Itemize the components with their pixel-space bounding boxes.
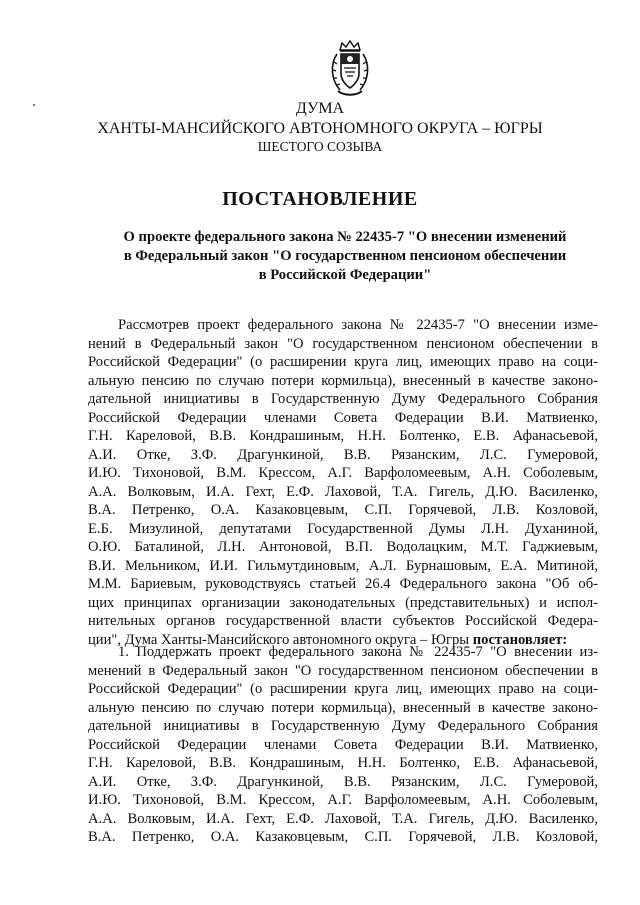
text-line: Российской Федерации членами Совета Федерации В.И. Матвиенко,	[88, 736, 598, 753]
text-line: альную пенсию по случаю потери кормильца), внесенный в качестве законо-	[88, 372, 598, 389]
text-line: альную пенсию по случаю потери кормильца), внесенный в качестве законо-	[88, 699, 598, 716]
text-line: Российской Федерации членами Совета Федерации В.И. Матвиенко,	[88, 409, 598, 426]
paragraph-preamble	[88, 316, 598, 649]
coat-of-arms-icon	[328, 40, 372, 98]
text-line: В.А. Петренко, О.А. Казаковцевым, С.П. Горячевой, Л.В. Козловой,	[88, 829, 598, 845]
text-line: А.И. Отке, З.Ф. Драгункиной, В.В. Рязанским, Л.С. Гумеровой,	[88, 446, 598, 463]
paragraph-item-1	[88, 643, 598, 847]
text-line: И.Ю. Тихоновой, В.М. Крессом, А.Г. Варфоломеевым, А.Н. Соболевым,	[88, 465, 598, 481]
text-line: менений в Федеральный закон "О государственном пенсионом обеспечении в	[88, 662, 598, 679]
text-line: Российской Федерации" (о расширении круга лиц, имеющих право на соци-	[88, 681, 598, 697]
text-line: Г.Н. Кареловой, В.В. Кондрашиным, Н.Н. Болтенко, Е.В. Афанасьевой,	[88, 755, 598, 771]
text-line: М.М. Бариевым, руководствуясь статьей 26.4 Федерального закона "Об об-	[88, 576, 598, 592]
subject-line: в Федеральный закон "О государственном пенсионом обеспечении	[123, 248, 567, 264]
text-line: О.Ю. Баталиной, Л.Н. Антоновой, В.П. Водолацким, М.Т. Гаджиевым,	[88, 539, 598, 555]
convocation-heading: ШЕСТОГО СОЗЫВА	[257, 139, 383, 154]
text-line: В.И. Мельником, И.И. Гильмутдиновым, А.Л. Бурнашовым, Е.А. Митиной,	[88, 557, 598, 574]
text-line: А.А. Волковым, И.А. Гехт, Е.Ф. Лаховой, Т.А. Гигель, Д.Ю. Василенко,	[88, 810, 598, 827]
text-line: Е.Б. Мизулиной, депутатами Государственной Думы Л.Н. Духаниной,	[88, 520, 598, 537]
text-line: А.А. Волковым, И.А. Гехт, Е.Ф. Лаховой, Т.А. Гигель, Д.Ю. Василенко,	[88, 483, 598, 500]
text-line: ции", Дума Ханты-Мансийского автономного округа – Югры	[88, 631, 470, 648]
text-line: 1. Поддержать проект федерального закона № 22435-7 "О внесении из-	[118, 644, 598, 660]
text-line: В.А. Петренко, О.А. Казаковцевым, С.П. Горячевой, Л.В. Козловой,	[88, 502, 598, 518]
text-line: А.И. Отке, З.Ф. Драгункиной, В.В. Рязанским, Л.С. Гумеровой,	[88, 773, 598, 790]
document-title: ПОСТАНОВЛЕНИЕ	[222, 188, 418, 210]
duma-heading: ДУМА	[295, 100, 345, 117]
text-line: дательной инициативы в Государственную Думу Федерального Собрания	[88, 718, 598, 734]
text-line: щих принципах организации законодательных (представительных) и испол-	[88, 594, 598, 611]
text-line: Г.Н. Кареловой, В.В. Кондрашиным, Н.Н. Болтенко, Е.В. Афанасьевой,	[88, 428, 598, 444]
subject-line: О проекте федерального закона № 22435-7 "О внесении изменений	[123, 229, 567, 245]
text-line: Рассмотрев проект федерального закона № 22435-7 "О внесении изме-	[118, 317, 598, 333]
text-line: И.Ю. Тихоновой, В.М. Крессом, А.Г. Варфоломеевым, А.Н. Соболевым,	[88, 792, 598, 808]
text-line: Российской Федерации" (о расширении круга лиц, имеющих право на соци-	[88, 354, 598, 370]
resolves-word: постановляет:	[472, 631, 568, 648]
text-line: нительных органов государственной власти субъектов Российской Федера-	[88, 613, 598, 629]
text-line: нений в Федеральный закон "О государственном пенсионом обеспечении в	[88, 335, 598, 352]
document-subject	[100, 228, 590, 285]
text-line: дательной инициативы в Государственную Думу Федерального Собрания	[88, 391, 598, 407]
region-heading: ХАНТЫ-МАНСИЙСКОГО АВТОНОМНОГО ОКРУГА – ЮГРЫ	[97, 120, 543, 137]
subject-line: в Российской Федерации"	[258, 267, 432, 283]
